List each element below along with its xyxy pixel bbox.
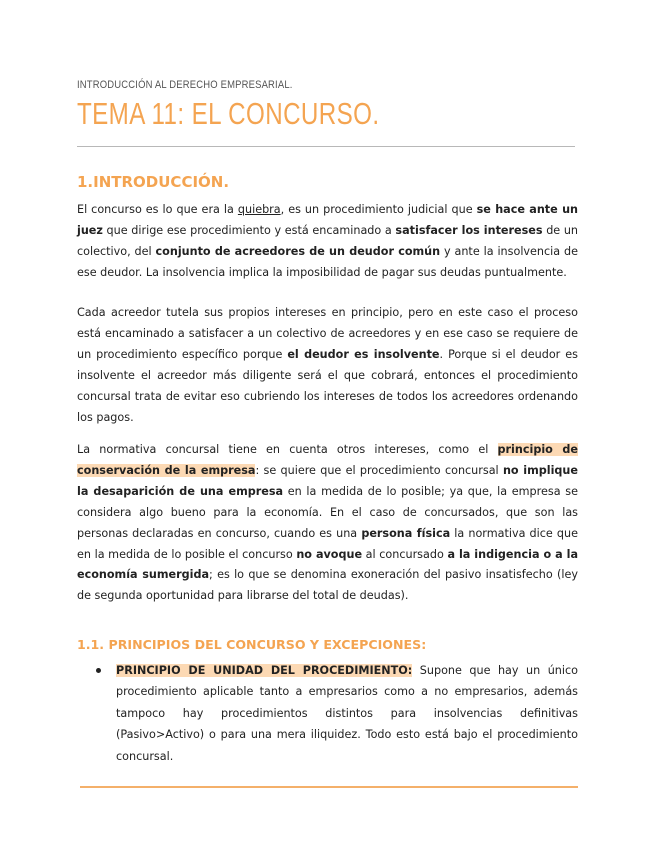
p3-bold: no implique la desaparición de una empresa [77,463,578,498]
p2-text: Cada acreedor tutela sus propios intereses en principio, pero en este caso el proceso está encaminado a satisfacer a un colectivo de acreedores y en ese caso se requiere de un procedimiento específico porque [77,306,578,361]
bullet-body: Supone que hay un único procedimiento aplicable tanto a empresarios como a no empresarios, además tampoco hay procedimientos distintos para insolvencias definitivas (Pasivo>Activo) o para una mera iliquidez. Todo esto está bajo el procedimiento concursal. [116,664,578,763]
p3-text: La normativa concursal tiene en cuenta otros intereses, como el [77,443,498,456]
title-divider [77,146,575,147]
list-item-text [116,660,578,767]
p1-text: de un colectivo, del [77,223,579,258]
p3-text: al concursado [362,547,448,561]
p2-text: . Porque si el deudor es insolvente el acreedor más diligente será el que cobrará, entonces el procedimiento concursal trata de evitar eso cubriendo los intereses de todos los acreedores ordenando los pagos. [77,347,578,424]
p3-text: en la medida de lo posible; ya que, la empresa se considera algo bueno para la economía. En el caso de concursados, que son las personas declaradas en concurso, cuando es una [77,484,578,540]
section-heading-introduccion: 1.INTRODUCCIÓN. [77,173,230,191]
list-item [77,660,578,767]
p1-text: y ante la insolvencia de ese deudor. La insolvencia implica la imposibilidad de pagar sus deudas puntualmente. [77,244,579,279]
subsection-heading-principios: 1.1. PRINCIPIOS DEL CONCURSO Y EXCEPCIONES: [77,637,427,652]
p3-text: la normativa dice que en la medida de lo posible el concurso [77,526,579,561]
p1-bold: conjunto de acreedores de un deudor común [155,244,441,258]
p3-highlight: principio de conservación de la empresa [77,443,578,477]
p1-text: El concurso es lo que era la [77,203,238,216]
p1-text: , es un procedimiento judicial que [280,203,477,216]
p3-text: ; es lo que se denomina exoneración del pasivo insatisfecho (ley de segunda oportunidad para librarse del total de deudas). [77,568,578,603]
p2-bold: el deudor es insolvente [287,347,440,361]
paragraph-1 [77,200,578,284]
bullet-highlight-label: PRINCIPIO DE UNIDAD DEL PROCEDIMIENTO: [116,664,413,677]
p1-bold: se hace ante un juez [77,203,579,237]
p3-text: : se quiere que el procedimiento concursal [255,463,503,477]
p1-text: que dirige ese procedimiento y está encaminado a [102,223,396,237]
footer-divider [80,786,578,788]
p1-underlined-term: quiebra [237,203,281,216]
paragraph-2 [77,303,578,428]
paragraph-3 [77,440,578,607]
p3-bold: persona física [361,526,451,540]
p3-bold: no avoque [296,547,363,561]
p1-bold: satisfacer los intereses [395,223,543,237]
document-title: TEMA 11: EL CONCURSO. [77,96,380,131]
bullet-icon [96,668,101,673]
p3-bold: a la indigencia o a la economía sumergida [77,547,578,582]
document-subtitle: INTRODUCCIÓN AL DERECHO EMPRESARIAL. [77,79,293,91]
